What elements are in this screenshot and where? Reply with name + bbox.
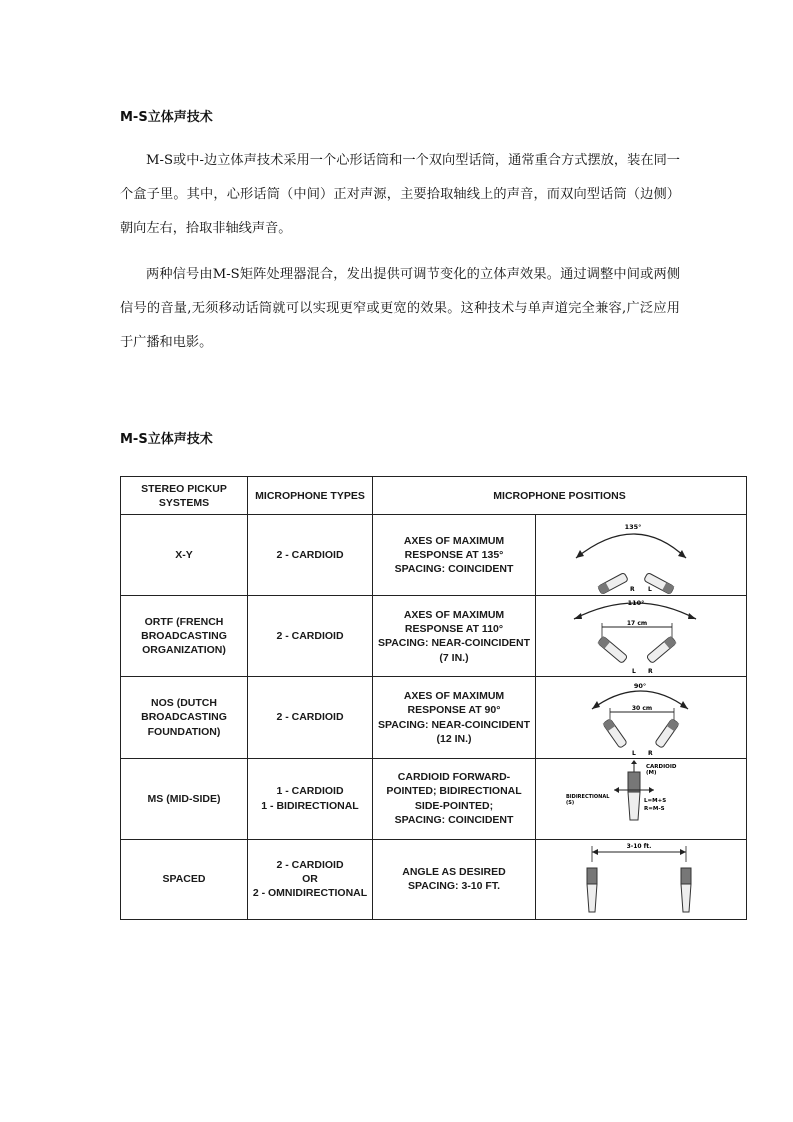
system-cell: SPACED: [121, 839, 248, 919]
formula-label: L=M+S: [644, 797, 667, 804]
types-cell: 1 - CARDIOID 1 - BIDIRECTIONAL: [248, 758, 373, 839]
table-row: [121, 677, 747, 758]
stereo-techniques-table: [120, 476, 747, 920]
microphone-icon: [655, 718, 680, 748]
xy-diagram-svg: [536, 516, 746, 594]
angle-label: 110°: [627, 599, 645, 608]
table-row: [121, 839, 747, 919]
ms-diagram-svg: [536, 760, 746, 838]
paragraph: 两种信号由M-S矩阵处理器混合，发出提供可调节变化的立体声效果。通过调整中间或两侧信号的音量,无须移动话筒就可以实现更窄或更宽的效果。这种技术与单声道完全兼容,广泛应用于广播和电影。: [120, 267, 680, 350]
mic-label: R: [648, 749, 653, 757]
xy-diagram: [536, 515, 747, 596]
column-header: MICROPHONE TYPES: [248, 477, 373, 515]
column-header: MICROPHONE POSITIONS: [373, 477, 747, 515]
bidirectional-label: BIDIRECTIONAL (S): [566, 793, 610, 806]
cardioid-label: CARDIOID (M): [646, 763, 677, 776]
microphone-icon: [597, 636, 627, 663]
paragraph: M-S或中-边立体声技术采用一个心形话筒和一个双向型话筒，通常重合方式摆放，装在同一个盒子里。其中，心形话筒（中间）正对声源，主要拾取轴线上的声音，而双向型话筒（边侧）朝向左右，拾取非轴线声音。: [120, 153, 680, 236]
positions-cell: CARDIOID FORWARD-POINTED; BIDIRECTIONAL SIDE-POINTED; SPACING: COINCIDENT: [373, 758, 536, 839]
mic-label: R: [648, 668, 653, 676]
microphone-icon: [587, 868, 597, 912]
mic-label: L: [632, 749, 636, 757]
spacing-label: 3-10 ft.: [626, 843, 652, 851]
nos-diagram-svg: [536, 679, 746, 757]
table-row: [121, 758, 747, 839]
spaced-diagram-svg: [536, 840, 746, 918]
spaced-diagram: [536, 839, 747, 919]
section-heading: M-S立体声技术: [120, 110, 213, 125]
angle-label: 135°: [624, 523, 642, 532]
ortf-diagram-svg: [536, 597, 746, 675]
positions-cell: ANGLE AS DESIRED SPACING: 3-10 FT.: [373, 839, 536, 919]
types-cell: 2 - CARDIOID: [248, 515, 373, 596]
types-cell: 2 - CARDIOID OR 2 - OMNIDIRECTIONAL: [248, 839, 373, 919]
positions-cell: AXES OF MAXIMUM RESPONSE AT 90° SPACING: NEAR-COINCIDENT (12 IN.): [373, 677, 536, 758]
table-header-row: [121, 477, 747, 515]
section-heading: M-S立体声技术: [120, 432, 213, 447]
types-cell: 2 - CARDIOID: [248, 596, 373, 677]
mic-label: L: [632, 668, 636, 676]
positions-cell: AXES OF MAXIMUM RESPONSE AT 135° SPACING: COINCIDENT: [373, 515, 536, 596]
mic-label: L: [648, 586, 652, 594]
system-cell: X-Y: [121, 515, 248, 596]
ortf-diagram: [536, 596, 747, 677]
column-header: STEREO PICKUP SYSTEMS: [121, 477, 248, 515]
microphone-icon: [598, 573, 629, 595]
table-row: [121, 515, 747, 596]
positions-cell: AXES OF MAXIMUM RESPONSE AT 110° SPACING: NEAR-COINCIDENT (7 IN.): [373, 596, 536, 677]
angle-label: 90°: [633, 681, 647, 690]
table-row: [121, 596, 747, 677]
microphone-icon: [603, 718, 628, 748]
formula-label: R=M-S: [644, 805, 665, 812]
microphone-icon: [628, 772, 640, 792]
nos-diagram: [536, 677, 747, 758]
system-cell: NOS (DUTCH BROADCASTING FOUNDATION): [121, 677, 248, 758]
microphone-icon: [681, 868, 691, 912]
microphone-icon: [646, 636, 676, 663]
mic-label: R: [630, 586, 635, 594]
spacing-label: 17 cm: [626, 620, 648, 628]
types-cell: 2 - CARDIOID: [248, 677, 373, 758]
spacing-label: 30 cm: [631, 704, 653, 712]
system-cell: ORTF (FRENCH BROADCASTING ORGANIZATION): [121, 596, 248, 677]
system-cell: MS (MID-SIDE): [121, 758, 248, 839]
ms-diagram: [536, 758, 747, 839]
